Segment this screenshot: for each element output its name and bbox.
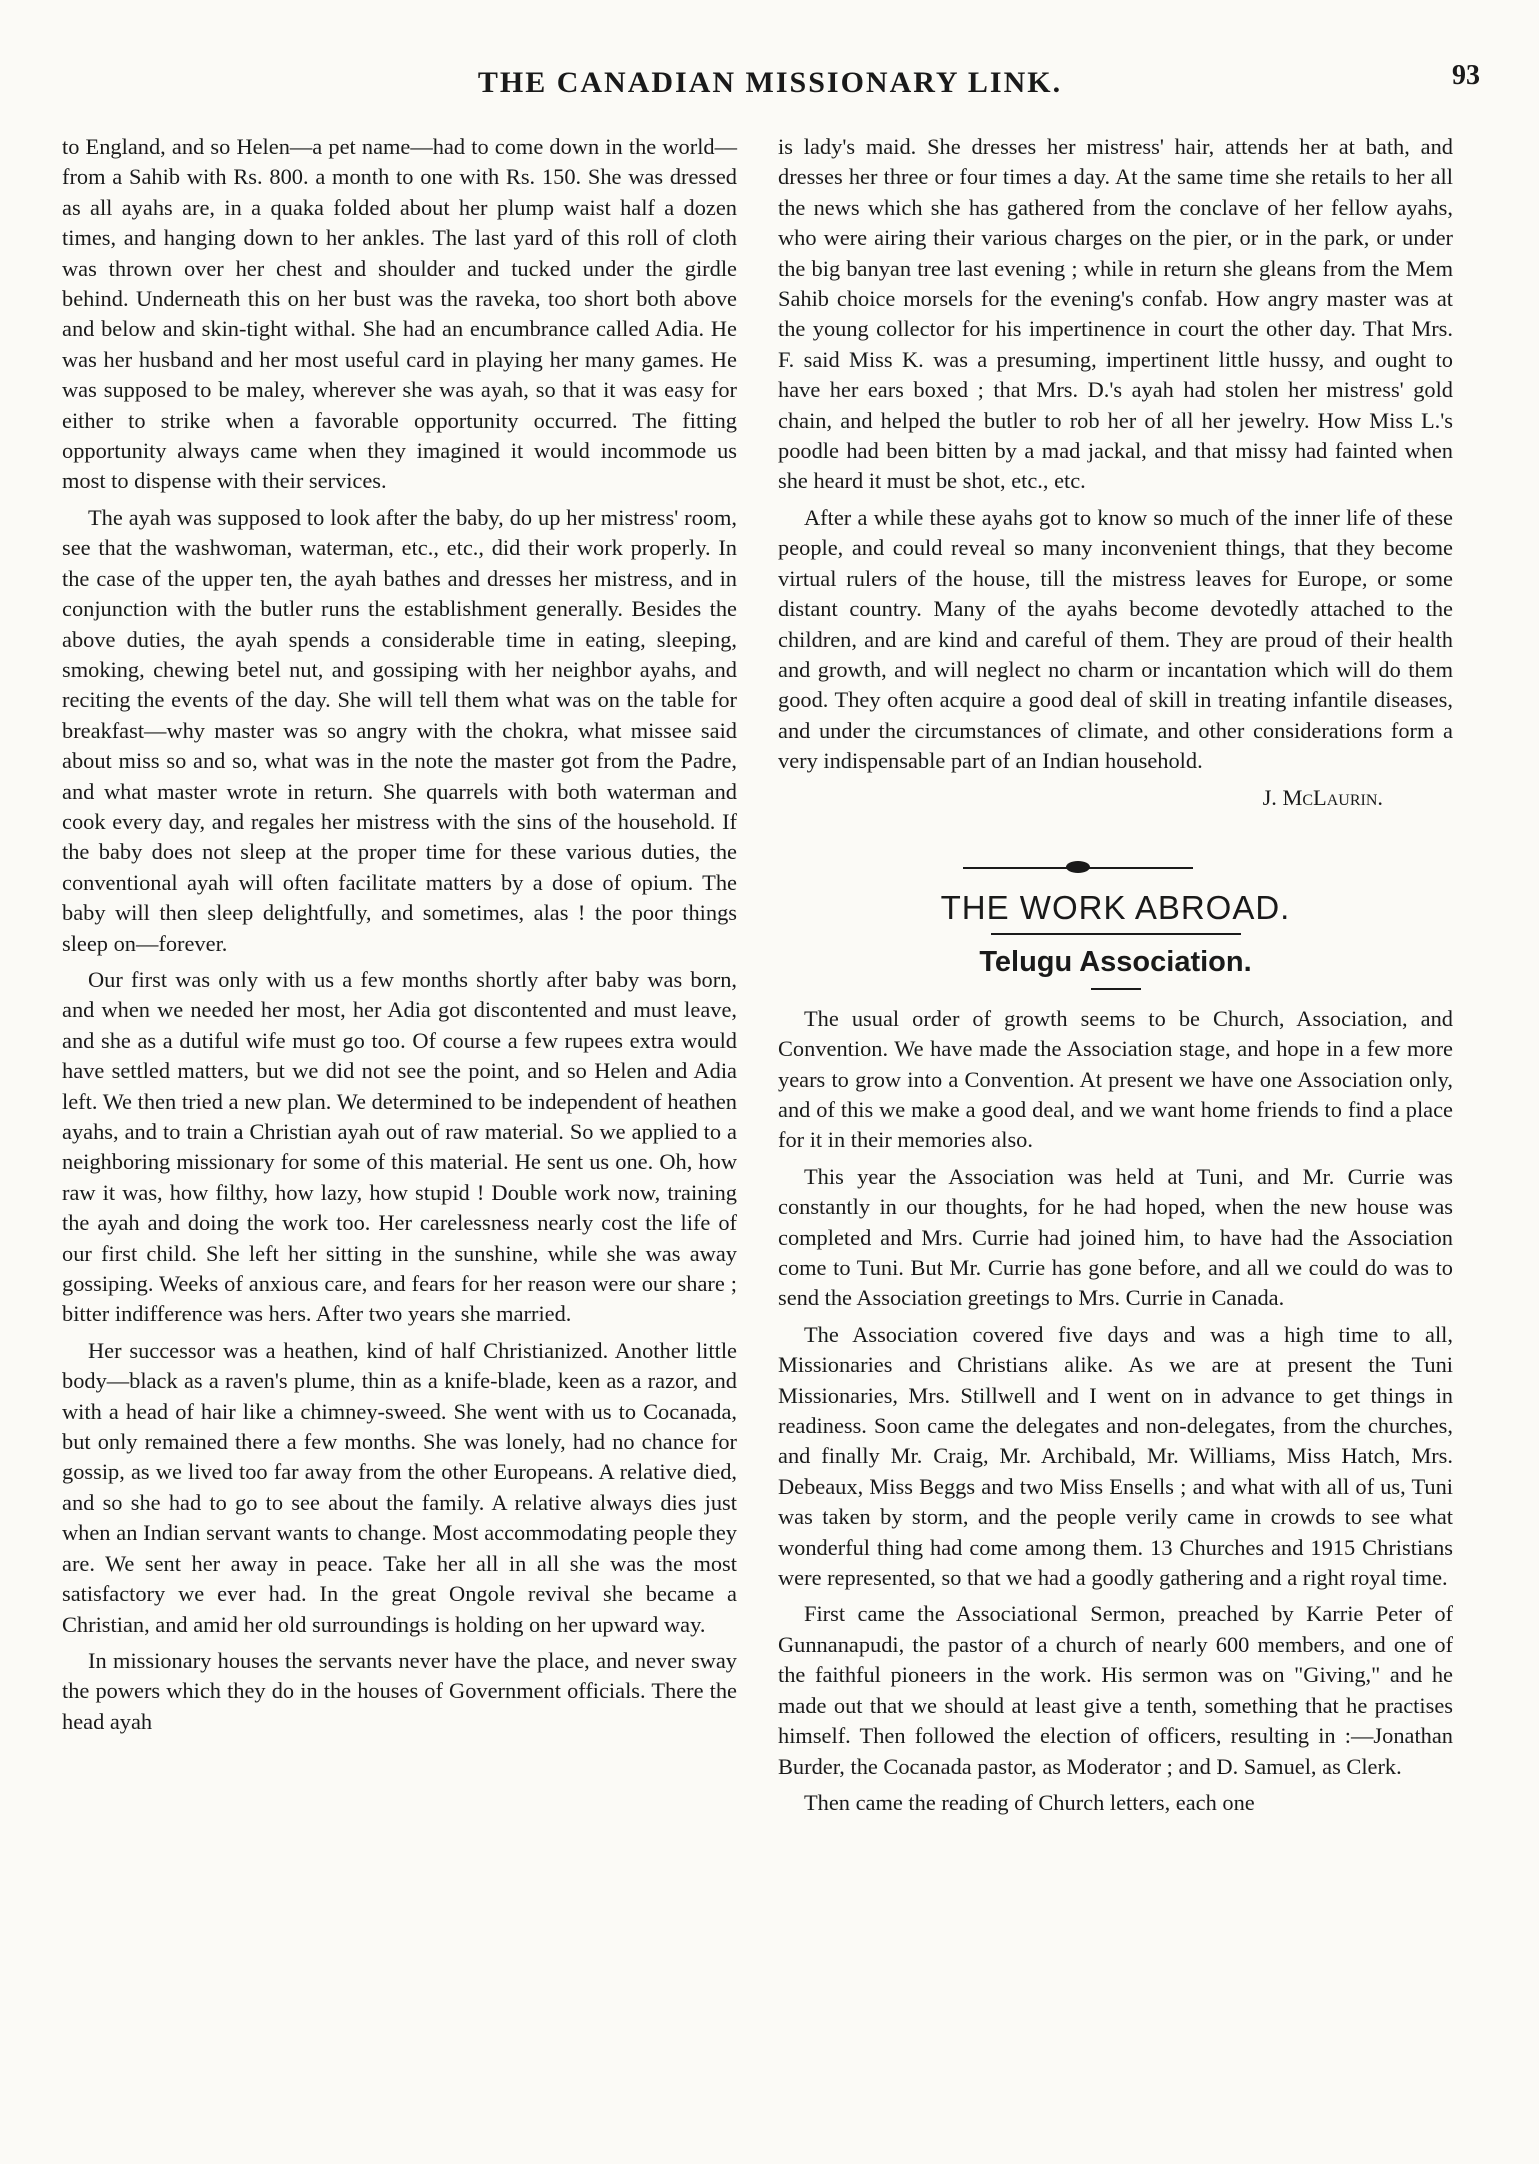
paragraph: The ayah was supposed to look after the baby, do up her mistress' room, see that the washwoman, waterman, etc., etc., did their work properly. In the case of the upper ten, the ayah bathes and dresses her mistress, and in conjunction with the butler runs the establishment generally. Besides the above duties, the ayah spends a considerable time in eating, sleeping, smoking, chewing betel nut, and gossiping with her neighbor ayahs, and reciting the events of the day. She will tell them what was on the table for breakfast—why master was so angry with the chokra, what missee said about miss so and so, what was in the note the master got from the Padre, and what master wrote in return. She quarrels with both waterman and cook every day, and regales her mistress with the sins of the household. If the baby does not sleep at the proper time for these various duties, the conventional ayah will often facilitate matters by a dose of opium. The baby will then sleep delightfully, and sometimes, alas ! the poor things sleep on—forever. (62, 504, 737, 956)
left-column (62, 132, 737, 1743)
section-rule (991, 933, 1241, 935)
paragraph: to England, and so Helen—a pet name—had to come down in the world—from a Sahib with Rs. 800. a month to one with Rs. 150. She was dressed as all ayahs are, in a quaka folded about her plump waist half a dozen times, and hanging down to her ankles. The last yard of this roll of cloth was thrown over her chest and shoulder and tucked under the girdle behind. Underneath this on her bust was the raveka, too short both above and below and skin-tight withal. She had an encumbrance called Adia. He was her husband and her most useful card in playing her many games. He was supposed to be maley, wherever she was ayah, so that it was easy for either to strike when a favorable opportunity occurred. The fitting opportunity always came when they imagined it would incommode us most to dispense with their services. (62, 134, 737, 494)
paragraph: First came the Associational Sermon, preached by Karrie Peter of Gunnanapudi, the pastor of a church of nearly 600 members, and one of the faithful pioneers in the work. His sermon was on "Giving," and he made out that we should at least give a tenth, something that he practises himself. Then followed the election of officers, resulting in :—Jonathan Burder, the Cocanada pastor, as Moderator ; and D. Samuel, as Clerk. (778, 1601, 1453, 1779)
author-signature: J. McLaurin. (1262, 784, 1383, 810)
page-number: 93 (1452, 60, 1480, 91)
subsection-title: Telugu Association. (979, 946, 1252, 979)
section-divider-ornament (778, 847, 1453, 887)
paragraph: Then came the reading of Church letters, each one (804, 1789, 1255, 1815)
right-column (778, 132, 1453, 1824)
paragraph: The usual order of growth seems to be Church, Association, and Convention. We have made the Association stage, and hope in a few more years to grow into a Convention. At present we have one Association only, and of this we make a good deal, and we want home friends to find a place for it in their memories also. (778, 1005, 1453, 1153)
divider-ornament-icon (1066, 861, 1090, 873)
paragraph: Our first was only with us a few months shortly after baby was born, and when we needed her most, her Adia got discontented and must leave, and she as a dutiful wife must go too. Of course a few rupees extra would have settled matters, but we did not see the point, and so Helen and Adia left. We then tried a new plan. We determined to be independent of heathen ayahs, and to train a Christian ayah out of raw material. So we applied to a neighboring missionary for some of this material. He sent us one. Oh, how raw it was, how filthy, how lazy, how stupid ! Double work now, training the ayah and doing the work too. Her carelessness nearly cost the life of our first child. She left her sitting in the sunshine, while she was away gossiping. Weeks of anxious care, and fears for her reason were our share ; bitter indifference was hers. After two years she married. (62, 966, 737, 1327)
paragraph: In missionary houses the servants never have the place, and never sway the powers which they do in the houses of Government officials. There the head ayah (62, 1647, 737, 1734)
paragraph: The Association covered five days and was a high time to all, Missionaries and Christians alike. As we are at present the Tuni Missionaries, Mrs. Stillwell and I went on in advance to get things in readiness. Soon came the delegates and non-delegates, from the churches, and finally Mr. Craig, Mr. Archibald, Mr. Williams, Miss Hatch, Mrs. Debeaux, Miss Beggs and two Miss Ensells ; and what with all of us, Tuni was taken by storm, and the people verily came in crowds to see what wonderful thing had come among them. 13 Churches and 1915 Christians were represented, so that we had a goodly gathering and a right royal time. (778, 1321, 1453, 1591)
paragraph: is lady's maid. She dresses her mistress' hair, attends her at bath, and dresses her three or four times a day. At the same time she retails to her all the news which she has gathered from the conclave of her fellow ayahs, who were airing their various charges on the pier, or in the park, or under the big banyan tree last evening ; while in return she gleans from the Mem Sahib choice morsels for the evening's confab. How angry master was at the young collector for his impertinence in court the other day. That Mrs. F. said Miss K. was a presuming, impertinent little hussy, and ought to have her ears boxed ; that Mrs. D.'s ayah had stolen her mistress' gold chain, and helped the butler to rob her of all her jewelry. How Miss L.'s poodle had been bitten by a mad jackal, and that missy had fainted when she heard it must be shot, etc., etc. (778, 134, 1453, 494)
running-head: THE CANADIAN MISSIONARY LINK. (477, 66, 1063, 99)
paragraph: After a while these ayahs got to know so much of the inner life of these people, and could reveal so many inconvenient things, that they become virtual rulers of the house, till the mistress leaves for Europe, or some distant country. Many of the ayahs become devotedly attached to the children, and are kind and careful of them. They are proud of their health and growth, and will neglect no charm or incantation which will do them good. They often acquire a good deal of skill in treating infantile diseases, and under the circumstances of climate, and other considerations form a very indispensable part of an Indian household. (778, 504, 1453, 774)
paragraph: This year the Association was held at Tuni, and Mr. Currie was constantly in our thoughts, for he had hoped, when the new house was completed and Mrs. Currie had joined him, to have had the Association come to Tuni. But Mr. Currie has gone before, and all we could do was to send the Association greetings to Mrs. Currie in Canada. (778, 1163, 1453, 1311)
section-title: THE WORK ABROAD. (940, 888, 1291, 926)
subsection-rule (1091, 988, 1141, 990)
page-header (60, 60, 1480, 116)
paragraph: Her successor was a heathen, kind of half Christianized. Another little body—black as a raven's plume, thin as a knife-blade, keen as a razor, and with a head of hair like a chimney-sweed. She went with us to Cocanada, but only remained there a few months. She was lonely, had no chance for gossip, as we lived too far away from the other Europeans. A relative died, and so she had to go to see about the family. A relative always dies just when an Indian servant wants to change. Most accommodating people they are. We sent her away in peace. Take her all in all she was the most satisfactory we ever had. In the great Ongole revival she became a Christian, and amid her old surroundings is holding on her upward way. (62, 1337, 737, 1637)
